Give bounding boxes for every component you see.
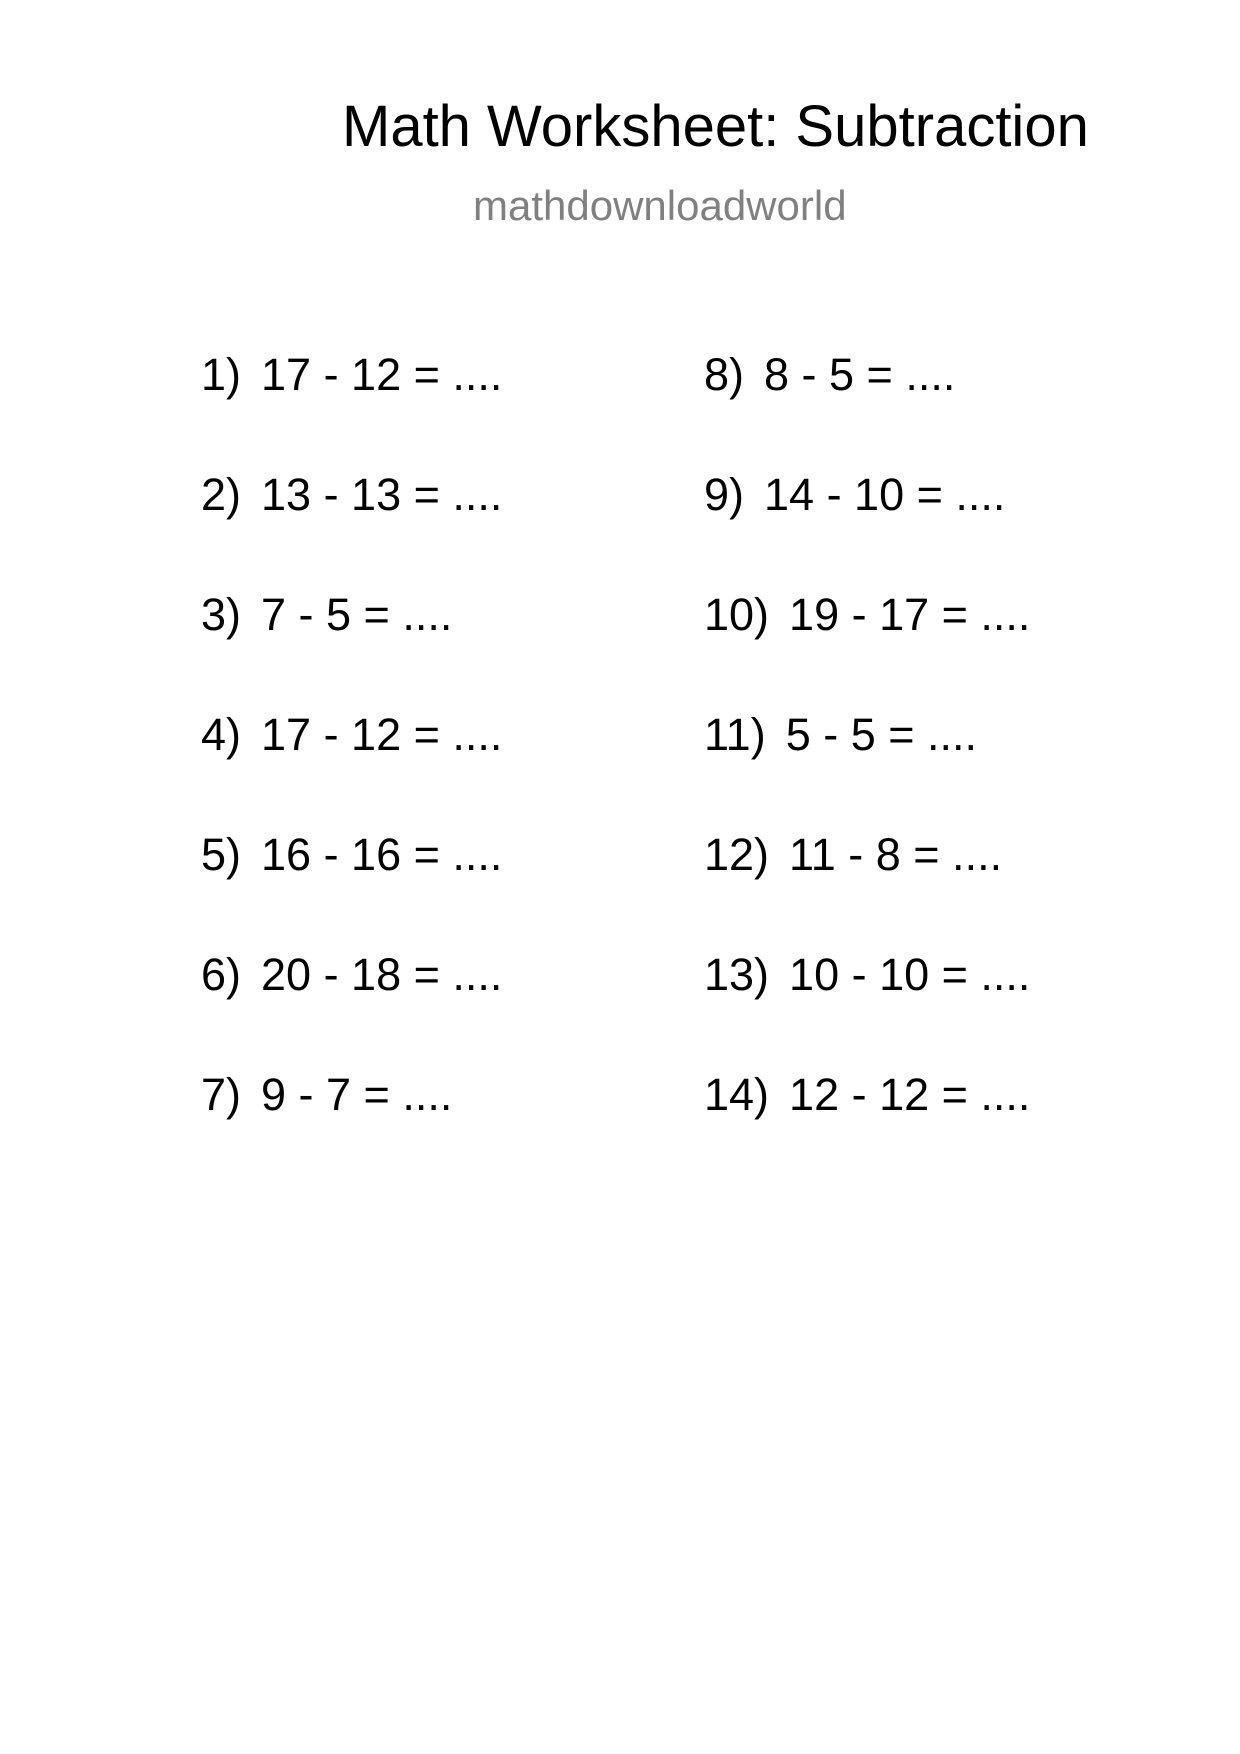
problem-item	[201, 709, 503, 832]
problem-item	[201, 1069, 502, 1192]
problem-expression: 20 - 18 = ....	[261, 949, 503, 1000]
problem-expression: 11 - 8 = ....	[789, 829, 1003, 880]
problem-expression: 16 - 16 = ....	[261, 829, 503, 880]
problem-item	[201, 829, 503, 952]
problem-expression: 7 - 5 = ....	[261, 589, 453, 640]
problems-right-column	[704, 349, 1031, 1192]
problem-item	[704, 1069, 1031, 1192]
problem-number: 7)	[201, 1069, 242, 1120]
problem-number: 13)	[704, 949, 770, 1000]
problem-item	[201, 949, 503, 1072]
problem-number: 6)	[201, 949, 242, 1000]
problem-expression: 19 - 17 = ....	[789, 589, 1031, 640]
problem-expression: 5 - 5 = ....	[785, 709, 978, 760]
problem-expression: 12 - 12 = ....	[789, 1069, 1031, 1120]
page-subtitle: mathdownloadworld	[473, 182, 847, 229]
problem-expression: 17 - 12 = ....	[261, 349, 503, 400]
problem-item	[201, 469, 503, 592]
problem-number: 4)	[201, 709, 242, 760]
problem-item	[704, 709, 1030, 832]
problem-expression: 13 - 13 = ....	[261, 469, 503, 520]
problem-number: 8)	[704, 349, 745, 400]
problem-expression: 9 - 7 = ....	[261, 1069, 453, 1120]
problem-item	[704, 589, 1031, 712]
problem-number: 3)	[201, 589, 242, 640]
problem-number: 2)	[201, 469, 242, 520]
problem-item	[201, 349, 503, 472]
problem-number: 5)	[201, 829, 242, 880]
page-title: Math Worksheet: Subtraction	[342, 94, 1089, 159]
problems-left-column	[201, 349, 503, 1192]
problem-expression: 14 - 10 = ....	[764, 469, 1006, 520]
problem-item	[704, 949, 1031, 1072]
problem-expression: 8 - 5 = ....	[764, 349, 956, 400]
problem-number: 10)	[704, 589, 770, 640]
problem-number: 9)	[704, 469, 745, 520]
problem-number: 14)	[704, 1069, 770, 1120]
problem-item	[201, 589, 502, 712]
problem-number: 11)	[704, 709, 766, 760]
problem-number: 12)	[704, 829, 770, 880]
problem-number: 1)	[201, 349, 242, 400]
problem-expression: 17 - 12 = ....	[261, 709, 503, 760]
problem-item	[704, 829, 1030, 952]
problem-item	[704, 349, 1030, 472]
problem-item	[704, 469, 1030, 592]
problem-expression: 10 - 10 = ....	[789, 949, 1031, 1000]
